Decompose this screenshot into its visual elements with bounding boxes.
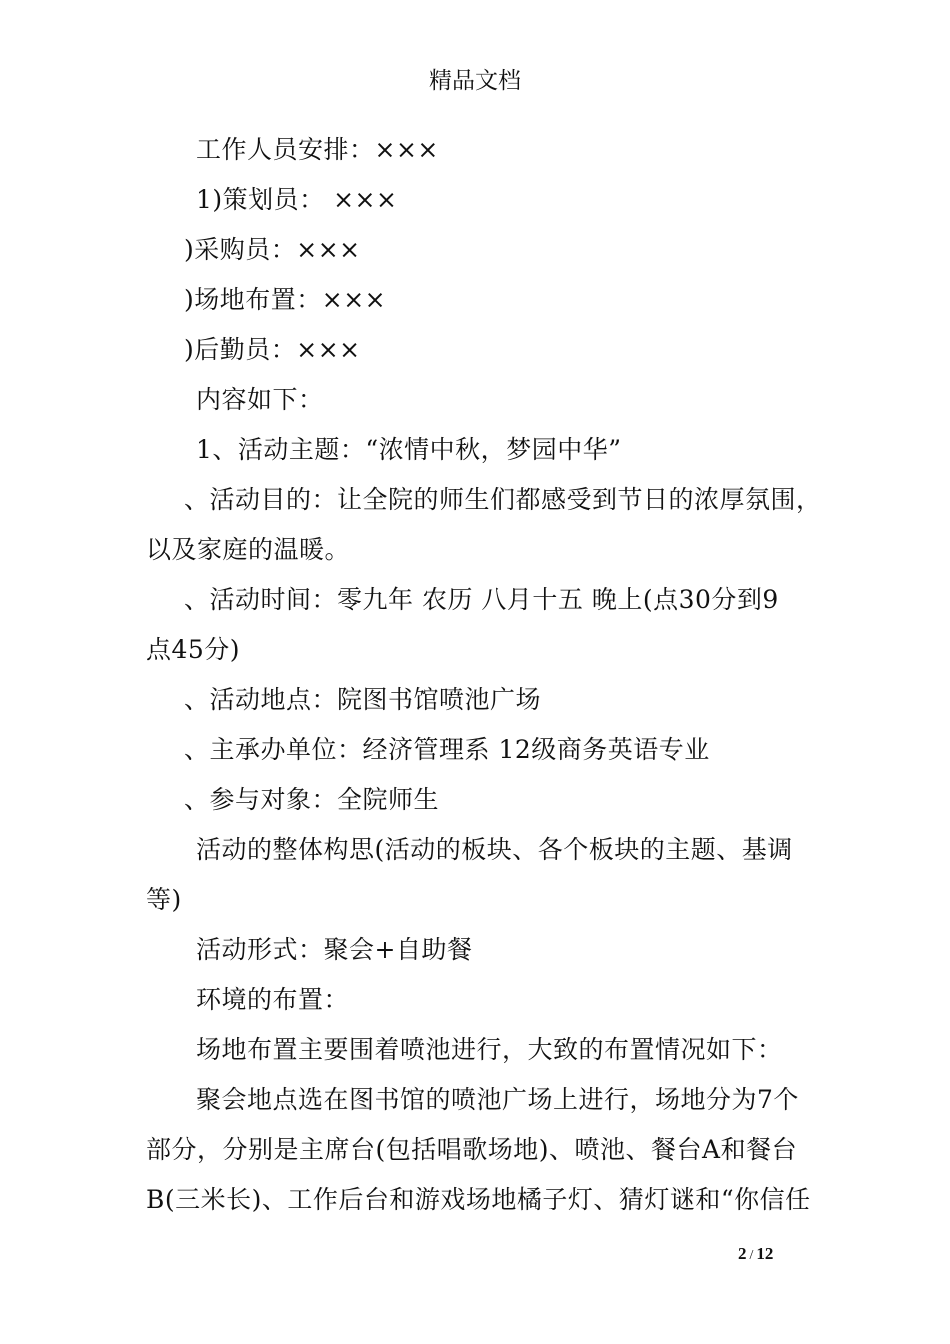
- text-line: 以及家庭的温暖。: [146, 535, 351, 564]
- text-line: 环境的布置：: [196, 985, 350, 1014]
- page-number: [738, 1243, 773, 1267]
- text-line: )后勤员：×××: [184, 335, 361, 364]
- text-line: )场地布置：×××: [184, 285, 387, 314]
- text-line: 场地布置主要围着喷池进行，大致的布置情况如下：: [196, 1035, 783, 1064]
- text-line: 部分，分别是主席台(包括唱歌场地)、喷池、餐台A和餐台: [146, 1135, 798, 1164]
- text-line: )采购员：×××: [184, 235, 361, 264]
- current-page: 2: [738, 1244, 747, 1263]
- text-line: 工作人员安排：×××: [196, 135, 439, 164]
- text-line: 点45分): [146, 635, 241, 664]
- page-header-title: 精品文档: [429, 68, 521, 94]
- text-line: 、参与对象：全院师生: [184, 785, 440, 814]
- page-separator: /: [749, 1248, 754, 1263]
- total-pages: 12: [756, 1244, 774, 1263]
- text-line: 1、活动主题：“浓情中秋，梦园中华”: [196, 435, 622, 464]
- text-line: 活动形式：聚会+自助餐: [196, 935, 473, 964]
- text-line: 活动的整体构思(活动的板块、各个板块的主题、基调: [196, 835, 793, 864]
- text-line: 等): [146, 885, 182, 914]
- text-line: 内容如下：: [196, 385, 324, 414]
- text-line: 1)策划员： ×××: [196, 185, 398, 214]
- text-line: 、活动地点：院图书馆喷池广场: [184, 685, 542, 714]
- document-body: [146, 130, 822, 1230]
- text-line: 、主承办单位：经济管理系 12级商务英语专业: [184, 735, 710, 764]
- text-line: B(三米长)、工作后台和游戏场地橘子灯、猜灯谜和“你信任: [146, 1185, 811, 1214]
- text-line: 、活动时间：零九年 农历 八月十五 晚上(点30分到9: [184, 585, 779, 614]
- text-line: 、活动目的：让全院的师生们都感受到节日的浓厚氛围，: [184, 485, 822, 514]
- text-line: 聚会地点选在图书馆的喷池广场上进行，场地分为7个: [196, 1085, 799, 1114]
